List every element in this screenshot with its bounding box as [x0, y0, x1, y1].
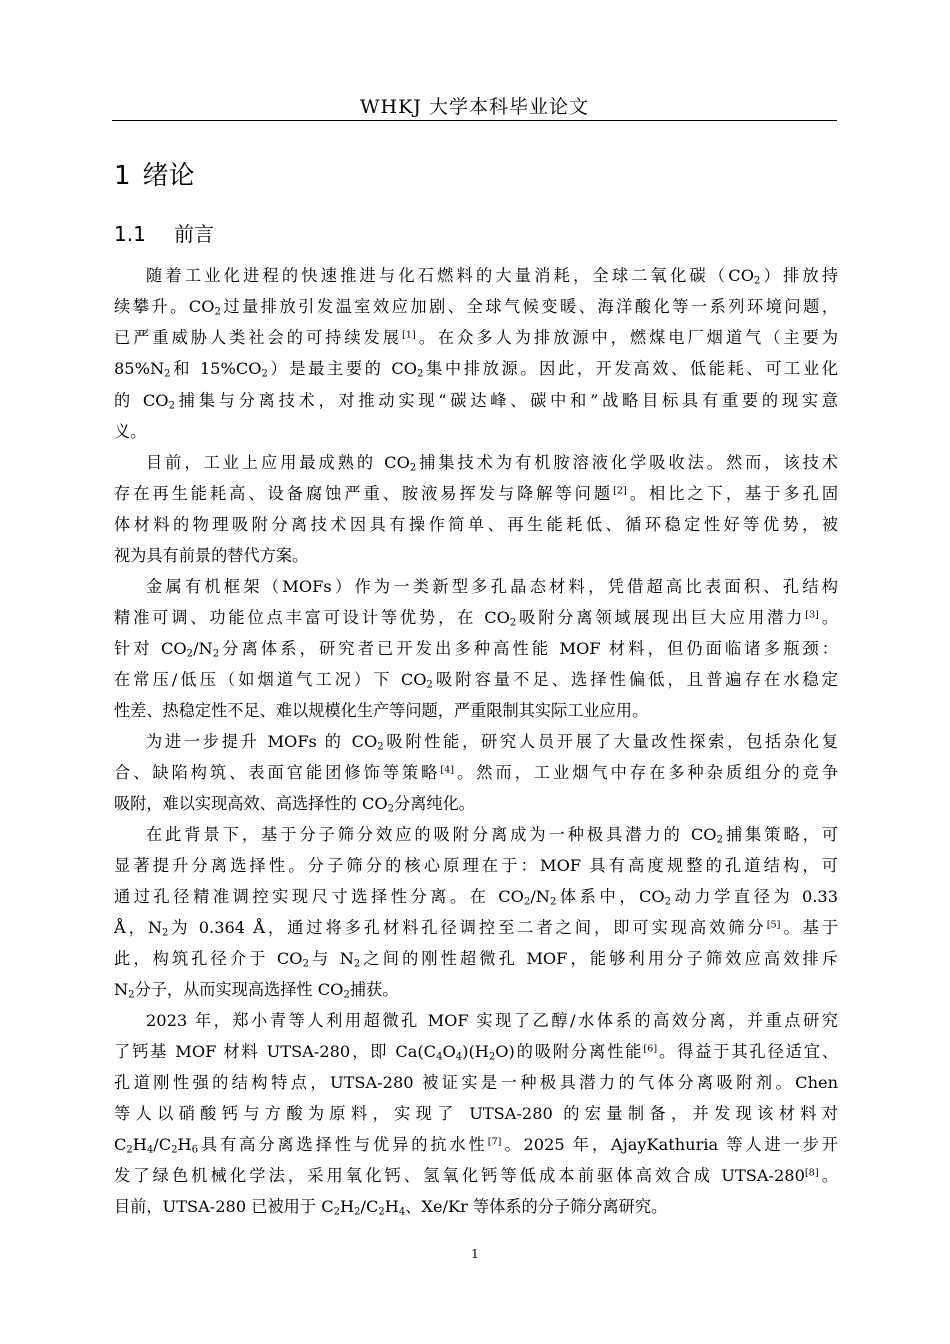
- body-line: Å，$N_2$为 0.364 Å，通过将多孔材料孔径调控至二者之间，即可实现高效筛分[5]。基于: [114, 918, 838, 938]
- body-line: 合、缺陷构筑、表面官能团修饰等策略[4]。然而，工业烟气中存在多种杂质组分的竞争: [114, 763, 838, 782]
- body-line: 视为具有前景的替代方案。: [114, 546, 309, 565]
- body-line: 此，构筑孔径介于 $CO_2$与 $N_2$之间的刚性超微孔 MOF，能够利用分子筛效应高效排斥: [114, 949, 838, 969]
- body-line: 体材料的物理吸附分离技术因具有操作简单、再生能耗低、循环稳定性好等优势，被: [114, 515, 838, 534]
- body-line: $C_2H_4/C_2H_6$具有高分离选择性与优异的抗水性[7]。2025 年，AjayKathuria 等人进一步开: [114, 1135, 838, 1155]
- running-header: WHKJ 大学本科毕业论文: [360, 96, 589, 118]
- body-line: 存在再生能耗高、设备腐蚀严重、胺液易挥发与降解等问题[2]。相比之下，基于多孔固: [114, 484, 838, 503]
- body-line: 孔道刚性强的结构特点，UTSA-280 被证实是一种极具潜力的气体分离吸附剂。Chen: [114, 1073, 838, 1092]
- body-line: 随着工业化进程的快速推进与化石燃料的大量消耗，全球二氧化碳$(CO_2)$排放持: [146, 266, 838, 286]
- body-line: 目前，工业上应用最成熟的 $CO_2$捕集技术为有机胺溶液化学吸收法。然而，该技术: [146, 453, 838, 473]
- body-line: 金属有机框架（MOFs）作为一类新型多孔晶态材料，凭借超高比表面积、孔结构: [146, 577, 838, 596]
- body-line: $N_2$分子，从而实现高选择性 $CO_2$捕获。: [114, 980, 399, 1000]
- header-rule: [112, 120, 837, 121]
- body-line: 等人以硝酸钙与方酸为原料，实现了 UTSA-280 的宏量制备，并发现该材料对: [114, 1104, 838, 1123]
- body-line: 性差、热稳定性不足、难以规模化生产等问题，严重限制其实际工业应用。: [114, 701, 649, 720]
- body-line: 2023 年，郑小青等人利用超微孔 MOF 实现了乙醇/水体系的高效分离，并重点研究: [146, 1011, 838, 1030]
- body-line: $85\%N_2$和 $15\%CO_2$）是最主要的 $CO_2$集中排放源。因此，开发高效、低能耗、可工业化: [114, 359, 838, 379]
- body-line: 已严重威胁人类社会的可持续发展[1]。在众多人为排放源中，燃煤电厂烟道气（主要为: [114, 328, 838, 347]
- chapter-title-text: 绪论: [142, 161, 195, 191]
- body-line: 在常压/低压（如烟道气工况）下 $CO_2$吸附容量不足、选择性偏低，且普遍存在水稳定: [114, 670, 838, 690]
- body-line: 续攀升。$CO_2$过量排放引发温室效应加剧、全球气候变暖、海洋酸化等一系列环境问题，: [114, 297, 838, 317]
- body-line: 针对 $CO_2/N_2$分离体系，研究者已开发出多种高性能 MOF 材料，但仍面临诸多瓶颈：: [114, 639, 838, 659]
- chapter-number: 1: [114, 161, 131, 191]
- chapter-heading: [114, 155, 195, 192]
- body-line: 的 $CO_2$捕集与分离技术，对推动实现“碳达峰、碳中和”战略目标具有重要的现实意: [114, 391, 838, 411]
- section-number: 1.1: [114, 222, 146, 246]
- page-number: 1: [471, 1247, 479, 1261]
- section-heading: [114, 218, 214, 247]
- body-line: 目前，UTSA-280 已被用于 $C_2H_2/C_2H_4$、Xe/Kr 等体系的分子筛分离研究。: [114, 1197, 668, 1217]
- section-title-text: 前言: [174, 222, 214, 246]
- body-line: 通过孔径精准调控实现尺寸选择性分离。在 $CO_2/N_2$体系中，$CO_2$动力学直径为 0.33: [114, 887, 838, 907]
- body-line: 显著提升分离选择性。分子筛分的核心原理在于：MOF 具有高度规整的孔道结构，可: [114, 856, 838, 875]
- body-line: 精准可调、功能位点丰富可设计等优势，在 $CO_2$吸附分离领域展现出巨大应用潜力[3]。: [114, 608, 838, 628]
- body-line: 在此背景下，基于分子筛分效应的吸附分离成为一种极具潜力的 $CO_2$捕集策略，可: [146, 825, 838, 845]
- body-line: 了钙基 MOF 材料 UTSA-280，即 $Ca(C_4O_4)(H_2O)$的吸附分离性能[6]。得益于其孔径适宜、: [114, 1042, 838, 1062]
- body-line: 为进一步提升 MOFs 的 $CO_2$吸附性能，研究人员开展了大量改性探索，包括杂化复: [146, 732, 838, 752]
- body-line: 吸附，难以实现高效、高选择性的 $CO_2$分离纯化。: [114, 794, 475, 814]
- body-line: 义。: [114, 422, 147, 441]
- body-line: 发了绿色机械化学法，采用氧化钙、氢氧化钙等低成本前驱体高效合成 UTSA-280[8]。: [114, 1166, 838, 1185]
